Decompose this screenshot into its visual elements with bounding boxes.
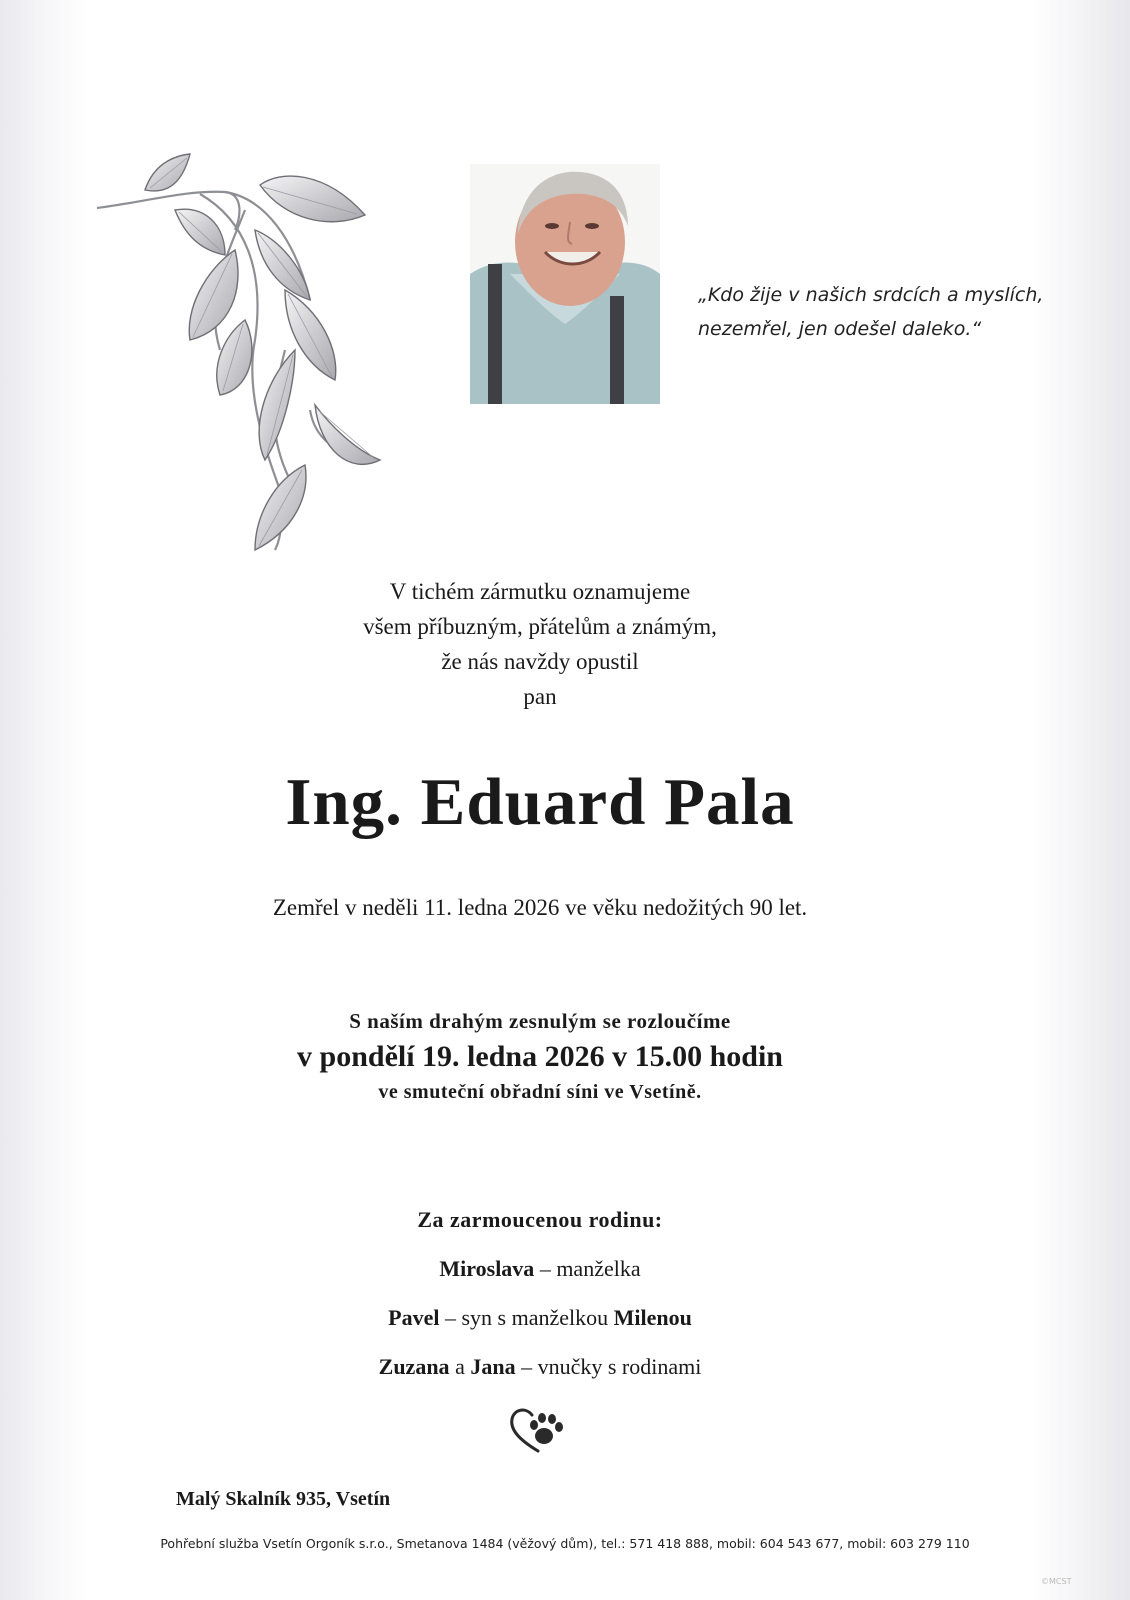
member-joiner: a [449,1354,471,1379]
farewell-place: ve smuteční obřadní síni ve Vsetíně. [378,1081,702,1103]
portrait-photo [470,164,660,404]
family-member [0,1352,1080,1382]
intro-line: že nás navždy opustil [441,649,639,674]
farewell-date: v pondělí 19. ledna 2026 v 15.00 hodin [297,1040,783,1073]
member-relation: – manželka [534,1256,641,1281]
quote-line: nezemřel, jen odešel daleko.“ [698,318,982,340]
member-name: Jana [470,1354,516,1379]
intro-line: pan [523,684,557,709]
announcement-intro [0,574,1080,714]
leaf-branch-icon [95,150,385,560]
member-relation: – syn s manželkou [439,1305,614,1330]
family-address: Malý Skalník 935, Vsetín [176,1488,391,1510]
farewell-line: S naším drahým zesnulým se rozloučíme [349,1009,731,1033]
member-relation: – vnučky s rodinami [515,1354,702,1379]
member-name: Zuzana [378,1354,450,1379]
memorial-quote [698,278,1058,346]
family-list [0,1205,1080,1401]
funeral-service-footer: Pohřební služba Vsetín Orgoník s.r.o., Smetanova 1484 (věžový dům), tel.: 571 418 888, mobil: 604 543 677, mobil: 603 279 110 [160,1536,970,1551]
intro-line: všem příbuzným, přátelům a známým, [363,614,717,639]
farewell-details [0,1005,1080,1107]
member-name: Milenou [613,1305,692,1330]
member-name: Miroslava [439,1256,535,1281]
heart-paw-icon [508,1403,570,1455]
family-heading: Za zarmoucenou rodinu: [417,1207,663,1232]
quote-line: „Kdo žije v našich srdcích a myslích, [698,284,1044,306]
family-member [0,1254,1080,1284]
member-name: Pavel [388,1305,440,1330]
watermark: ©MCST [1041,1577,1072,1586]
deceased-name: Ing. Eduard Pala [285,765,795,839]
family-member [0,1303,1080,1333]
intro-line: V tichém zármutku oznamujeme [389,579,691,604]
death-notice: Zemřel v neděli 11. ledna 2026 ve věku nedožitých 90 let. [272,895,808,920]
